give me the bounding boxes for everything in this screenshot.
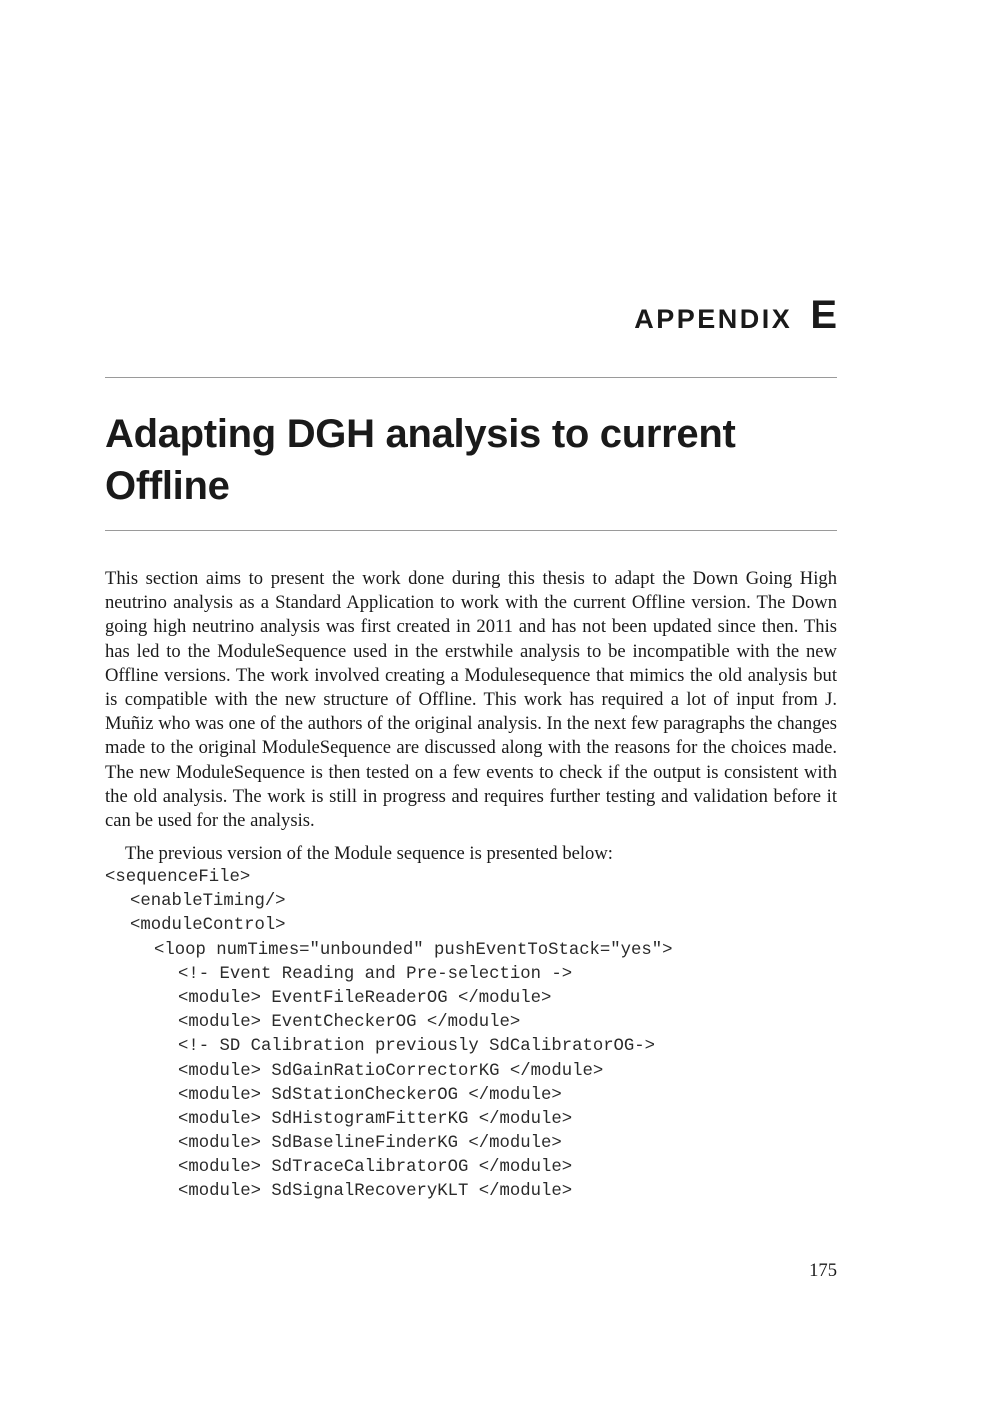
code-line: <module> SdSignalRecoveryKLT </module> — [178, 1182, 573, 1202]
code-line: <module> SdBaselineFinderKG </module> — [178, 1134, 562, 1154]
code-line: <sequenceFile> — [105, 868, 251, 887]
intro-paragraph: This section aims to present the work done during this thesis to adapt the Down Going High neutrino analysis as a Standard Application to work with the current Offline version. The Down going high neutrino analysis was first created in 2011 and has not been updated since then. This has led to the ModuleSequence used in the erstwhile analysis to be incompatible with the new Offline versions. The work involved creating a Modulesequence that mimics the old analysis but is compatible with the new structure of Offline. This work has required a lot of input from J. Muñiz who was one of the authors of the original analysis. In the next few paragraphs the changes made to the original ModuleSequence are discussed along with the reasons for the choices made. The new ModuleSequence is then tested on a few events to check if the output is consistent with the old analysis. The work is still in progress and requires further testing and validation before it can be used for the analysis. — [105, 568, 837, 832]
code-line: <module> SdTraceCalibratorOG </module> — [178, 1158, 573, 1178]
code-lead-in: The previous version of the Module sequence is presented below: — [125, 843, 613, 864]
code-line: <module> EventCheckerOG </module> — [178, 1013, 521, 1033]
code-line: <module> SdStationCheckerOG </module> — [178, 1085, 562, 1105]
module-sequence-code-block — [105, 866, 673, 1205]
code-line: <module> SdHistogramFitterKG </module> — [178, 1109, 573, 1129]
appendix-word: APPENDIX — [634, 304, 793, 334]
code-line: <module> SdGainRatioCorrectorKG </module> — [178, 1061, 604, 1081]
code-line: <moduleControl> — [130, 916, 286, 936]
appendix-label — [634, 293, 837, 338]
code-line: <!- SD Calibration previously SdCalibratorOG-> — [178, 1037, 656, 1057]
code-line: <module> EventFileReaderOG </module> — [178, 988, 552, 1008]
code-line: <loop numTimes="unbounded" pushEventToStack="yes"> — [154, 940, 673, 960]
page-number: 175 — [809, 1260, 837, 1281]
top-divider — [105, 377, 837, 378]
chapter-title: Adapting DGH analysis to current Offline — [105, 412, 736, 508]
code-line: <!- Event Reading and Pre-selection -> — [178, 964, 573, 984]
bottom-divider — [105, 530, 837, 531]
appendix-letter: E — [810, 293, 837, 337]
code-line: <enableTiming/> — [130, 892, 286, 912]
